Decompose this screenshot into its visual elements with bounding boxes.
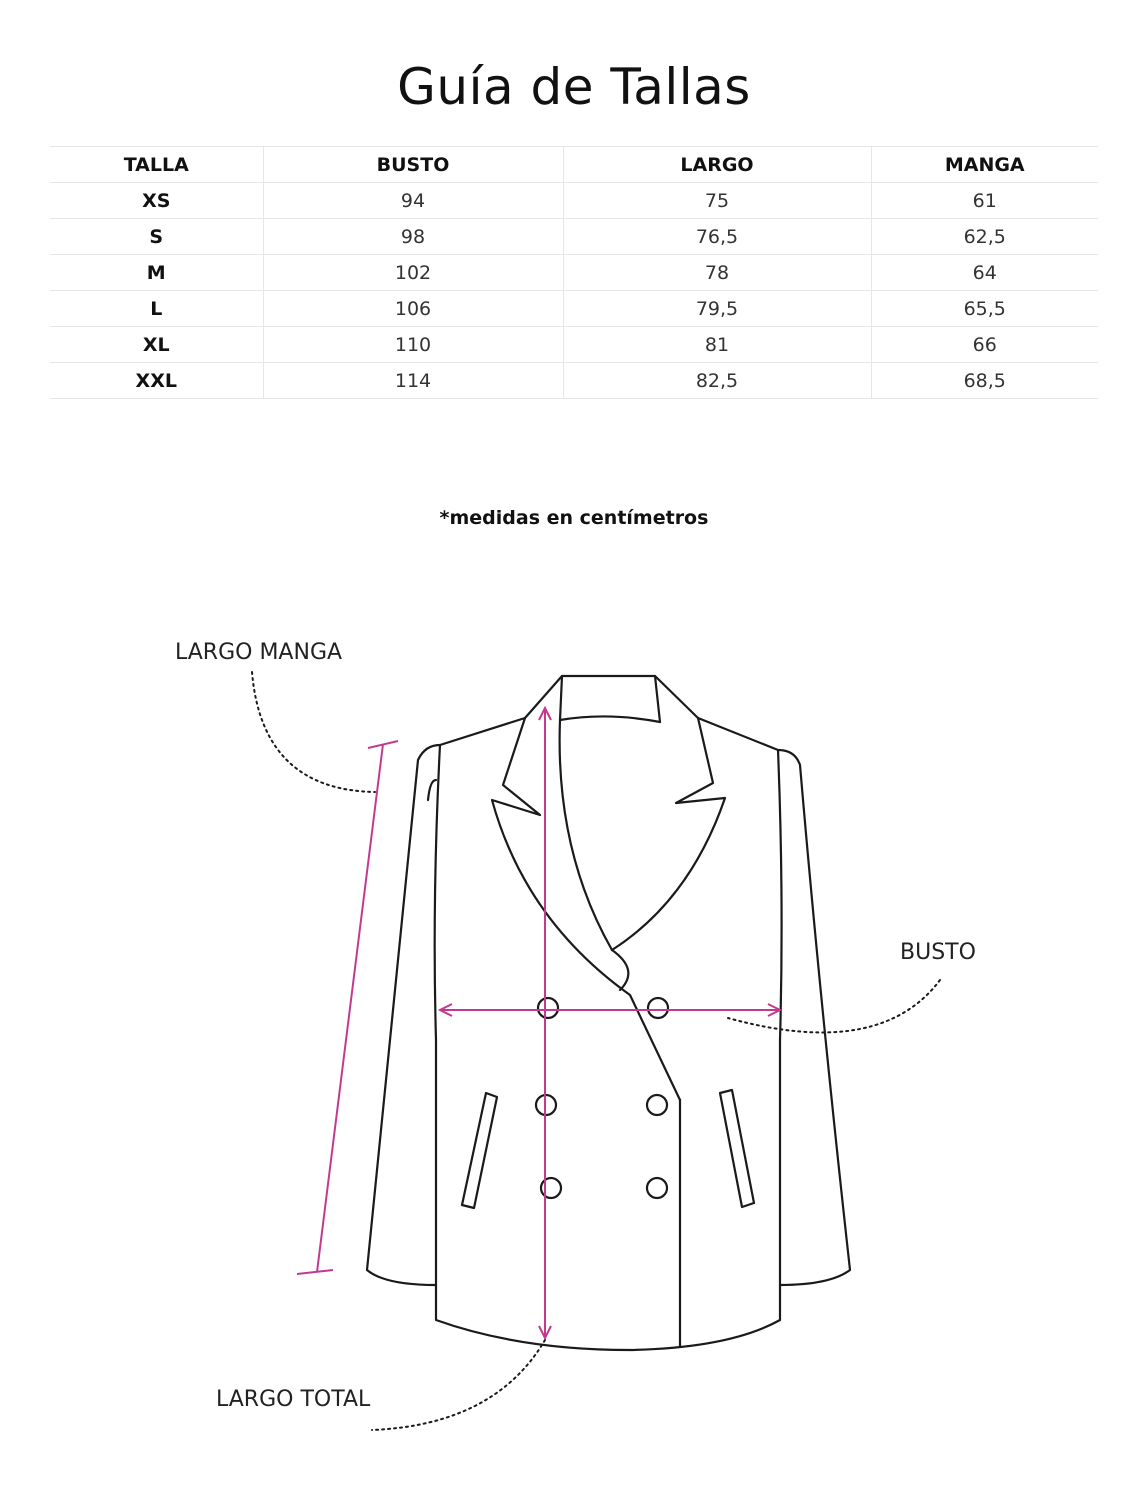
header-largo: LARGO: [563, 147, 871, 183]
total-length-measure-line: [539, 708, 551, 1338]
bust-label: BUSTO: [900, 940, 976, 965]
cell-manga: 62,5: [871, 219, 1098, 255]
header-manga: MANGA: [871, 147, 1098, 183]
bust-leader-line: [728, 980, 940, 1032]
cell-largo: 78: [563, 255, 871, 291]
cell-busto: 94: [263, 183, 563, 219]
cell-busto: 98: [263, 219, 563, 255]
cell-busto: 102: [263, 255, 563, 291]
units-note: *medidas en centímetros: [439, 507, 709, 529]
header-busto: BUSTO: [263, 147, 563, 183]
total-leader-line: [372, 1340, 545, 1430]
cell-size: XL: [50, 327, 263, 363]
cell-largo: 75: [563, 183, 871, 219]
sleeve-leader-line: [252, 672, 375, 792]
cell-size: S: [50, 219, 263, 255]
cell-busto: 114: [263, 363, 563, 399]
header-talla: TALLA: [50, 147, 263, 183]
cell-manga: 66: [871, 327, 1098, 363]
cell-largo: 76,5: [563, 219, 871, 255]
bust-measure-line: [440, 1004, 780, 1016]
button-icon: [648, 998, 668, 1018]
button-icon: [647, 1178, 667, 1198]
cell-size: XXL: [50, 363, 263, 399]
button-icon: [647, 1095, 667, 1115]
cell-largo: 79,5: [563, 291, 871, 327]
cell-largo: 81: [563, 327, 871, 363]
cell-busto: 110: [263, 327, 563, 363]
button-icon: [538, 998, 558, 1018]
page-title: Guía de Tallas: [397, 58, 751, 116]
cell-manga: 61: [871, 183, 1098, 219]
cell-largo: 82,5: [563, 363, 871, 399]
sleeve-length-label: LARGO MANGA: [175, 640, 343, 665]
cell-manga: 65,5: [871, 291, 1098, 327]
total-length-label: LARGO TOTAL: [216, 1387, 371, 1412]
cell-size: L: [50, 291, 263, 327]
jacket-outline-icon: [367, 676, 850, 1350]
cell-size: XS: [50, 183, 263, 219]
cell-busto: 106: [263, 291, 563, 327]
cell-size: M: [50, 255, 263, 291]
cell-manga: 68,5: [871, 363, 1098, 399]
sleeve-measure-line: [297, 741, 398, 1274]
cell-manga: 64: [871, 255, 1098, 291]
